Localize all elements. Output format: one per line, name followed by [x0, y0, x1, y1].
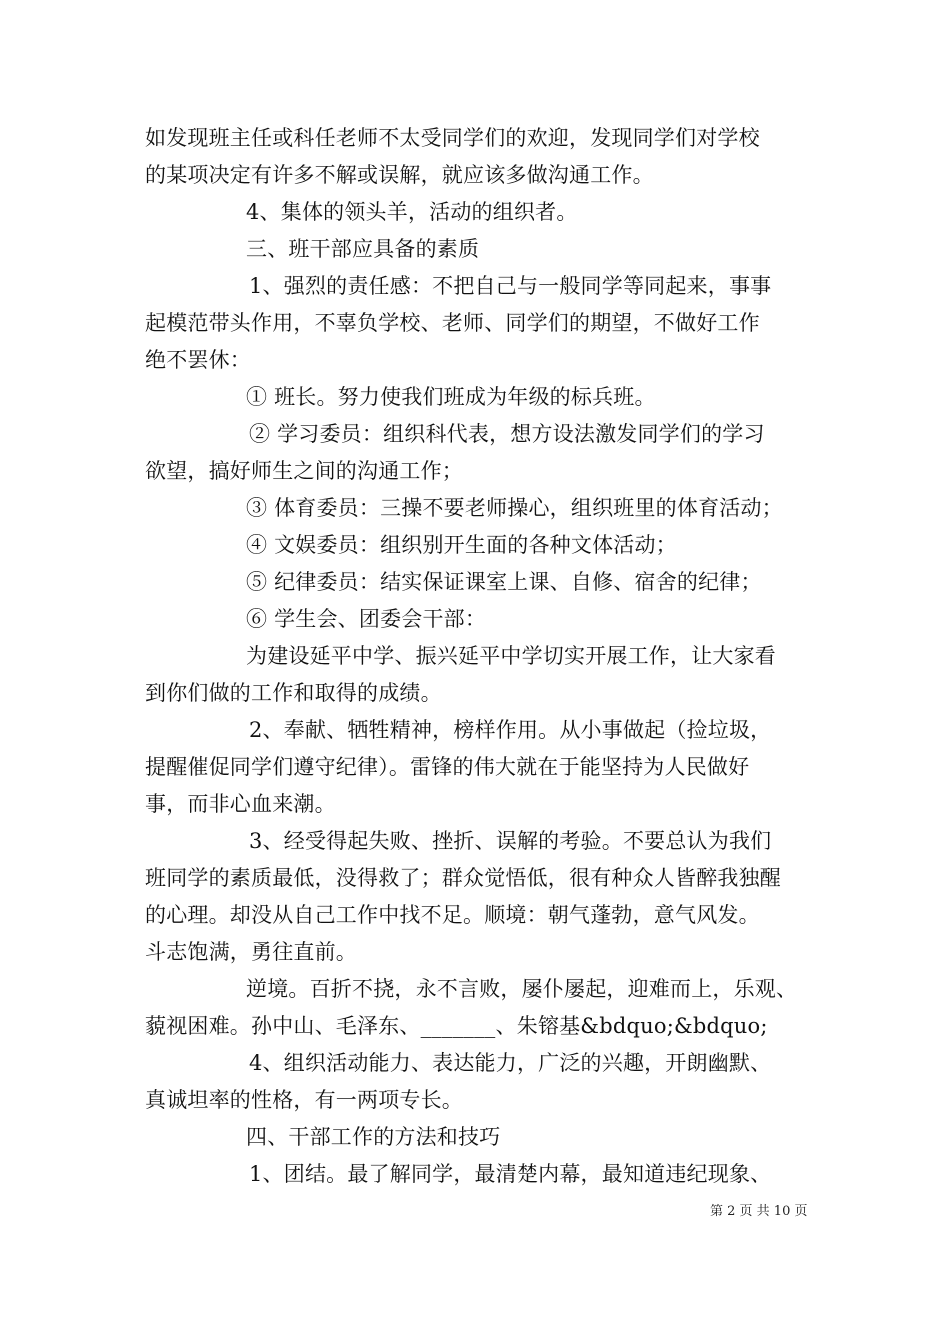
- paragraph-line: 如发现班主任或科任老师不太受同学们的欢迎，发现同学们对学校: [145, 126, 760, 150]
- paragraph-line: 4、集体的领头羊，活动的组织者。: [246, 200, 578, 224]
- list-item-line: ② 学习委员：组织科代表，想方设法激发同学们的学习: [249, 422, 765, 446]
- paragraph-line: 起模范带头作用，不辜负学校、老师、同学们的期望，不做好工作: [145, 311, 760, 335]
- paragraph-line: 3、经受得起失败、挫折、误解的考验。不要总认为我们: [249, 829, 772, 853]
- paragraph-line: 的心理。却没从自己工作中找不足。顺境：朝气蓬勃，意气风发。: [145, 903, 760, 927]
- paragraph-line: 真诚坦率的性格，有一两项专长。: [145, 1088, 463, 1112]
- page-number: 第 2 页 共 10 页: [710, 1204, 808, 1219]
- paragraph-line: 藐视困难。孙中山、毛泽东、_______、朱镕基&bdquo;&bdquo;: [145, 1014, 768, 1038]
- list-item-line: ④ 文娱委员：组织别开生面的各种文体活动；: [246, 533, 677, 557]
- paragraph-line: 逆境。百折不挠，永不言败，屡仆屡起，迎难而上，乐观、: [246, 977, 798, 1001]
- paragraph-line: 欲望，搞好师生之间的沟通工作；: [145, 459, 463, 483]
- paragraph-line: 为建设延平中学、振兴延平中学切实开展工作，让大家看: [246, 644, 776, 668]
- paragraph-line: 斗志饱满，勇往直前。: [145, 940, 357, 964]
- list-item-line: ⑥ 学生会、团委会干部：: [246, 607, 487, 631]
- paragraph-line: 1、团结。最了解同学，最清楚内幕，最知道违纪现象、: [249, 1162, 772, 1186]
- paragraph-line: 绝不罢休：: [145, 348, 251, 372]
- section-heading: 三、班干部应具备的素质: [246, 237, 480, 261]
- paragraph-line: 事，而非心血来潮。: [145, 792, 336, 816]
- list-item-line: ③ 体育委员：三操不要老师操心，组织班里的体育活动；: [246, 496, 783, 520]
- paragraph-line: 2、奉献、牺牲精神，榜样作用。从小事做起（捡垃圾，: [249, 718, 772, 742]
- section-heading: 四、干部工作的方法和技巧: [246, 1125, 501, 1149]
- paragraph-line: 到你们做的工作和取得的成绩。: [145, 681, 442, 705]
- paragraph-line: 提醒催促同学们遵守纪律）。雷锋的伟大就在于能坚持为人民做好: [145, 755, 750, 779]
- paragraph-line: 的某项决定有许多不解或误解，就应该多做沟通工作。: [145, 163, 654, 187]
- paragraph-line: 1、强烈的责任感：不把自己与一般同学等同起来，事事: [249, 274, 772, 298]
- paragraph-line: 班同学的素质最低，没得救了；群众觉悟低，很有种众人皆醉我独醒: [145, 866, 781, 890]
- list-item-line: ⑤ 纪律委员：结实保证课室上课、自修、宿舍的纪律；: [246, 570, 762, 594]
- list-item-line: ① 班长。努力使我们班成为年级的标兵班。: [246, 385, 656, 409]
- paragraph-line: 4、组织活动能力、表达能力，广泛的兴趣，开朗幽默、: [249, 1051, 772, 1075]
